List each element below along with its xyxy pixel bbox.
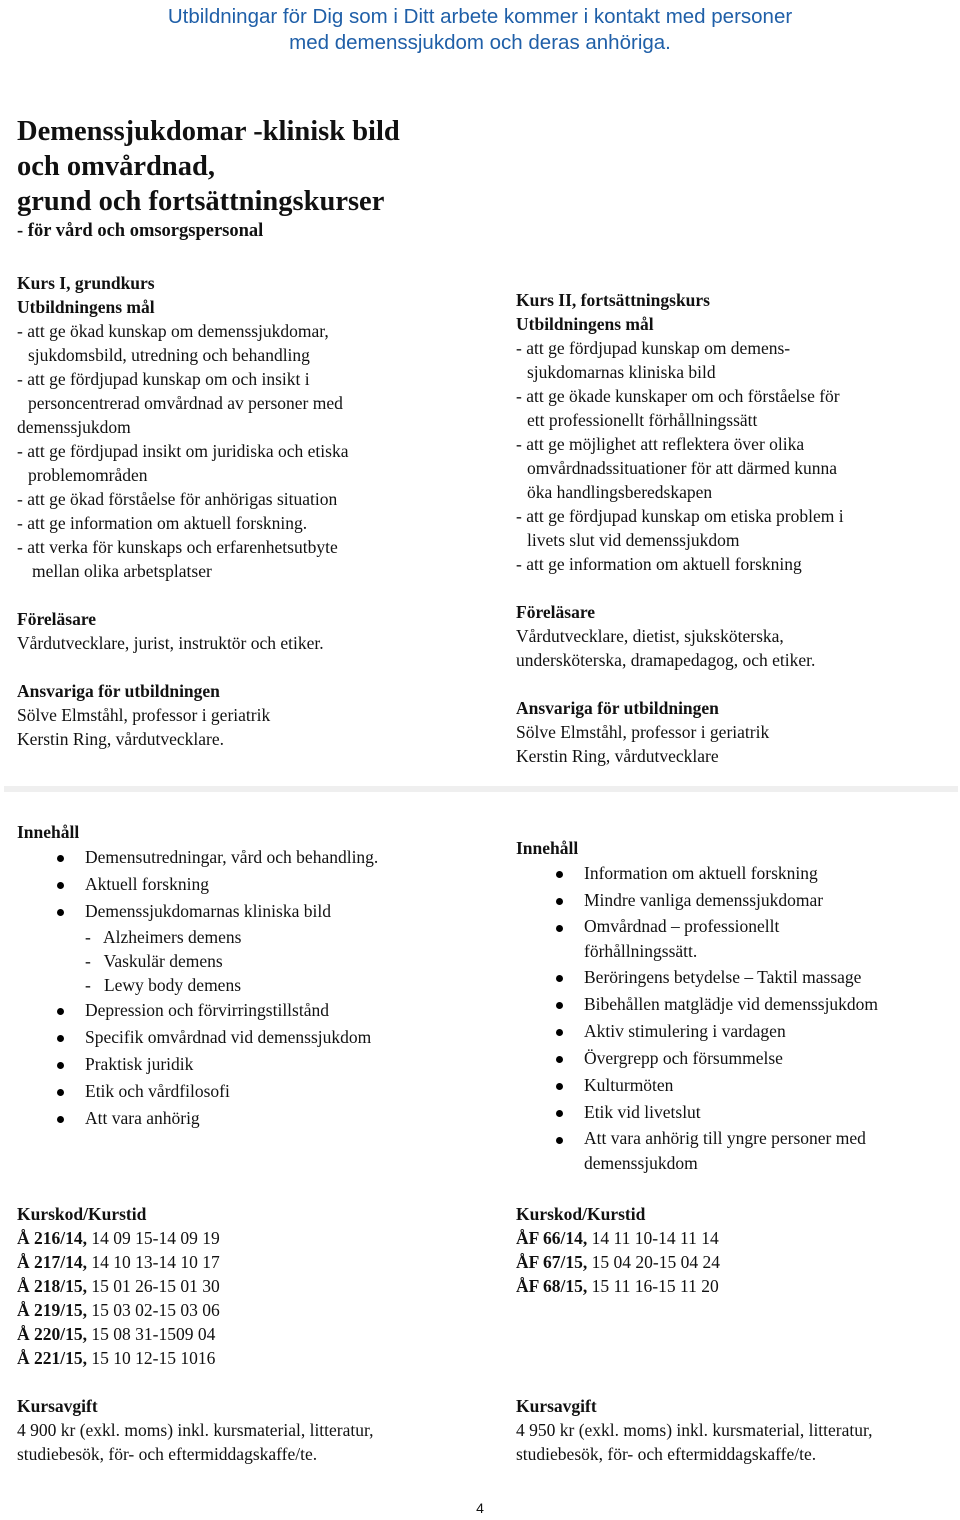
course-2-codes xyxy=(516,1202,956,1298)
responsible-line: Sölve Elmståhl, professor i geriatrik xyxy=(516,722,770,742)
bullet-icon xyxy=(556,871,563,878)
course-code-row: ÅF 66/14, 14 11 10-14 11 14 xyxy=(516,1228,719,1248)
course-1-content-heading: Innehåll xyxy=(17,822,80,842)
list-subitem: - Vaskulär demens xyxy=(85,951,223,971)
list-item: Etik och vårdfilosofi xyxy=(17,1078,487,1105)
bullet-icon xyxy=(556,925,563,932)
course-code-row: ÅF 68/15, 15 11 16-15 11 20 xyxy=(516,1276,719,1296)
goal-line: - att ge information om aktuell forskning xyxy=(516,554,802,574)
goal-line: - att ge möjlighet att reflektera över olika xyxy=(516,434,805,454)
lecturers-line: undersköterska, dramapedagog, och etiker. xyxy=(516,650,816,670)
bullet-icon xyxy=(556,1056,563,1063)
bullet-icon xyxy=(57,1008,64,1015)
list-item: Omvårdnad – professionellt förhållningssätt. xyxy=(516,914,956,964)
course-1-codes xyxy=(17,1202,487,1370)
list-item: Att vara anhörig xyxy=(17,1105,487,1132)
list-item: Etik vid livetslut xyxy=(516,1099,956,1126)
responsible-line: Kerstin Ring, vårdutvecklare xyxy=(516,746,719,766)
page-number: 4 xyxy=(476,1500,484,1516)
banner-line-2: med demenssjukdom och deras anhöriga. xyxy=(289,31,671,54)
goal-line: mellan olika arbetsplatser xyxy=(32,561,212,581)
bullet-icon xyxy=(556,1029,563,1036)
course-2-content-heading: Innehåll xyxy=(516,838,579,858)
course-code-row: Å 219/15, 15 03 02-15 03 06 xyxy=(17,1300,220,1320)
list-item: Information om aktuell forskning xyxy=(516,860,956,887)
list-item: Praktisk juridik xyxy=(17,1051,487,1078)
fee-line: studiebesök, för- och eftermiddagskaffe/te. xyxy=(516,1444,817,1464)
bullet-icon xyxy=(57,1062,64,1069)
course-2-heading: Kurs II, fortsättningskurs xyxy=(516,290,710,310)
course-code-row: Å 216/14, 14 09 15-14 09 19 xyxy=(17,1228,220,1248)
course-code-row: Å 217/14, 14 10 13-14 10 17 xyxy=(17,1252,220,1272)
list-item: Aktiv stimulering i vardagen xyxy=(516,1018,956,1045)
course-1-code-heading: Kurskod/Kurstid xyxy=(17,1204,147,1224)
fee-line: studiebesök, för- och eftermiddagskaffe/te. xyxy=(17,1444,318,1464)
bullet-icon xyxy=(556,975,563,982)
course-2-section xyxy=(516,288,956,768)
list-item: Kulturmöten xyxy=(516,1072,956,1099)
responsible-line: Kerstin Ring, vårdutvecklare. xyxy=(17,729,225,749)
page-title xyxy=(17,114,537,219)
title-line-2: och omvårdnad, xyxy=(17,151,215,182)
page-subtitle: - för vård och omsorgspersonal xyxy=(17,221,264,241)
goal-line: - att verka för kunskaps och erfarenhetsutbyte xyxy=(17,537,338,557)
course-code-row: Å 220/15, 15 08 31-1509 04 xyxy=(17,1324,216,1344)
goal-line: livets slut vid demenssjukdom xyxy=(527,530,740,550)
list-item: Att vara anhörig till yngre personer med demenssjukdom xyxy=(516,1126,956,1176)
course-2-lecturers-heading: Föreläsare xyxy=(516,602,596,622)
bullet-icon xyxy=(57,1089,64,1096)
course-1-goal-heading: Utbildningens mål xyxy=(17,297,155,317)
goal-line: sjukdomarnas kliniska bild xyxy=(527,362,716,382)
fee-line: 4 950 kr (exkl. moms) inkl. kursmaterial, litteratur, xyxy=(516,1420,873,1440)
bullet-icon xyxy=(57,909,64,916)
list-item: Beröringens betydelse – Taktil massage xyxy=(516,964,956,991)
course-1-fee xyxy=(17,1394,487,1466)
list-item: Bibehållen matglädje vid demenssjukdom xyxy=(516,991,956,1018)
list-item: Depression och förvirringstillstånd xyxy=(17,997,487,1024)
fee-line: 4 900 kr (exkl. moms) inkl. kursmaterial, litteratur, xyxy=(17,1420,374,1440)
course-1-responsible-heading: Ansvariga för utbildningen xyxy=(17,681,220,701)
course-code-row: Å 218/15, 15 01 26-15 01 30 xyxy=(17,1276,220,1296)
course-2-fee-heading: Kursavgift xyxy=(516,1396,597,1416)
goal-line: omvårdnadssituationer för att därmed kunna xyxy=(527,458,838,478)
course-1-lecturers: Vårdutvecklare, jurist, instruktör och etiker. xyxy=(17,633,324,653)
course-1-lecturers-heading: Föreläsare xyxy=(17,609,97,629)
goal-line: - att ge fördjupad kunskap om demens- xyxy=(516,338,791,358)
course-2-content-list xyxy=(516,860,956,1176)
course-2-responsible-heading: Ansvariga för utbildningen xyxy=(516,698,719,718)
bullet-icon xyxy=(556,1137,563,1144)
list-item: Specifik omvårdnad vid demenssjukdom xyxy=(17,1024,487,1051)
goal-line: problemområden xyxy=(28,465,148,485)
title-line-1: Demenssjukdomar -klinisk bild xyxy=(17,116,400,147)
goal-line: - att ge information om aktuell forskning. xyxy=(17,513,308,533)
list-subitem: - Alzheimers demens xyxy=(85,927,242,947)
goal-line: demenssjukdom xyxy=(17,417,131,437)
bullet-icon xyxy=(57,1116,64,1123)
list-item: Demenssjukdomarnas kliniska bild xyxy=(17,898,487,925)
goal-line: sjukdomsbild, utredning och behandling xyxy=(28,345,310,365)
course-1-content xyxy=(17,820,487,1132)
bullet-icon xyxy=(57,855,64,862)
course-code-row: ÅF 67/15, 15 04 20-15 04 24 xyxy=(516,1252,720,1272)
course-1-section xyxy=(17,271,487,751)
course-code-row: Å 221/15, 15 10 12-15 1016 xyxy=(17,1348,216,1368)
goal-line: - att ge fördjupad kunskap om och insikt i xyxy=(17,369,310,389)
bullet-icon xyxy=(57,1035,64,1042)
goal-line: - att ge fördjupad insikt om juridiska och etiska xyxy=(17,441,349,461)
course-2-fee xyxy=(516,1394,956,1466)
goal-line: öka handlingsberedskapen xyxy=(527,482,713,502)
goal-line: - att ge ökad kunskap om demenssjukdomar, xyxy=(17,321,329,341)
list-item: Demensutredningar, vård och behandling. xyxy=(17,844,487,871)
course-2-content xyxy=(516,836,956,1176)
bullet-icon xyxy=(556,1110,563,1117)
bullet-icon xyxy=(556,898,563,905)
course-1-heading: Kurs I, grundkurs xyxy=(17,273,155,293)
course-1-content-list xyxy=(17,844,487,1132)
bullet-icon xyxy=(556,1083,563,1090)
course-2-goal-heading: Utbildningens mål xyxy=(516,314,654,334)
banner-line-1: Utbildningar för Dig som i Ditt arbete kommer i kontakt med personer xyxy=(167,5,793,28)
list-item: Mindre vanliga demenssjukdomar xyxy=(516,887,956,914)
list-subitem: - Lewy body demens xyxy=(85,975,242,995)
goal-line: - att ge ökade kunskaper om och förståelse för xyxy=(516,386,840,406)
bullet-icon xyxy=(57,882,64,889)
goal-line: - att ge fördjupad kunskap om etiska problem i xyxy=(516,506,844,526)
course-2-code-heading: Kurskod/Kurstid xyxy=(516,1204,646,1224)
goal-line: personcentrerad omvårdnad av personer med xyxy=(28,393,343,413)
list-item: Aktuell forskning xyxy=(17,871,487,898)
goal-line: ett professionellt förhållningssätt xyxy=(527,410,758,430)
goal-line: - att ge ökad förståelse för anhörigas situation xyxy=(17,489,338,509)
bullet-icon xyxy=(556,1002,563,1009)
responsible-line: Sölve Elmståhl, professor i geriatrik xyxy=(17,705,271,725)
header-banner xyxy=(0,4,960,56)
list-item: Övergrepp och försummelse xyxy=(516,1045,956,1072)
lecturers-line: Vårdutvecklare, dietist, sjuksköterska, xyxy=(516,626,784,646)
course-1-fee-heading: Kursavgift xyxy=(17,1396,98,1416)
section-divider xyxy=(4,786,958,792)
title-line-3: grund och fortsättningskurser xyxy=(17,186,385,217)
